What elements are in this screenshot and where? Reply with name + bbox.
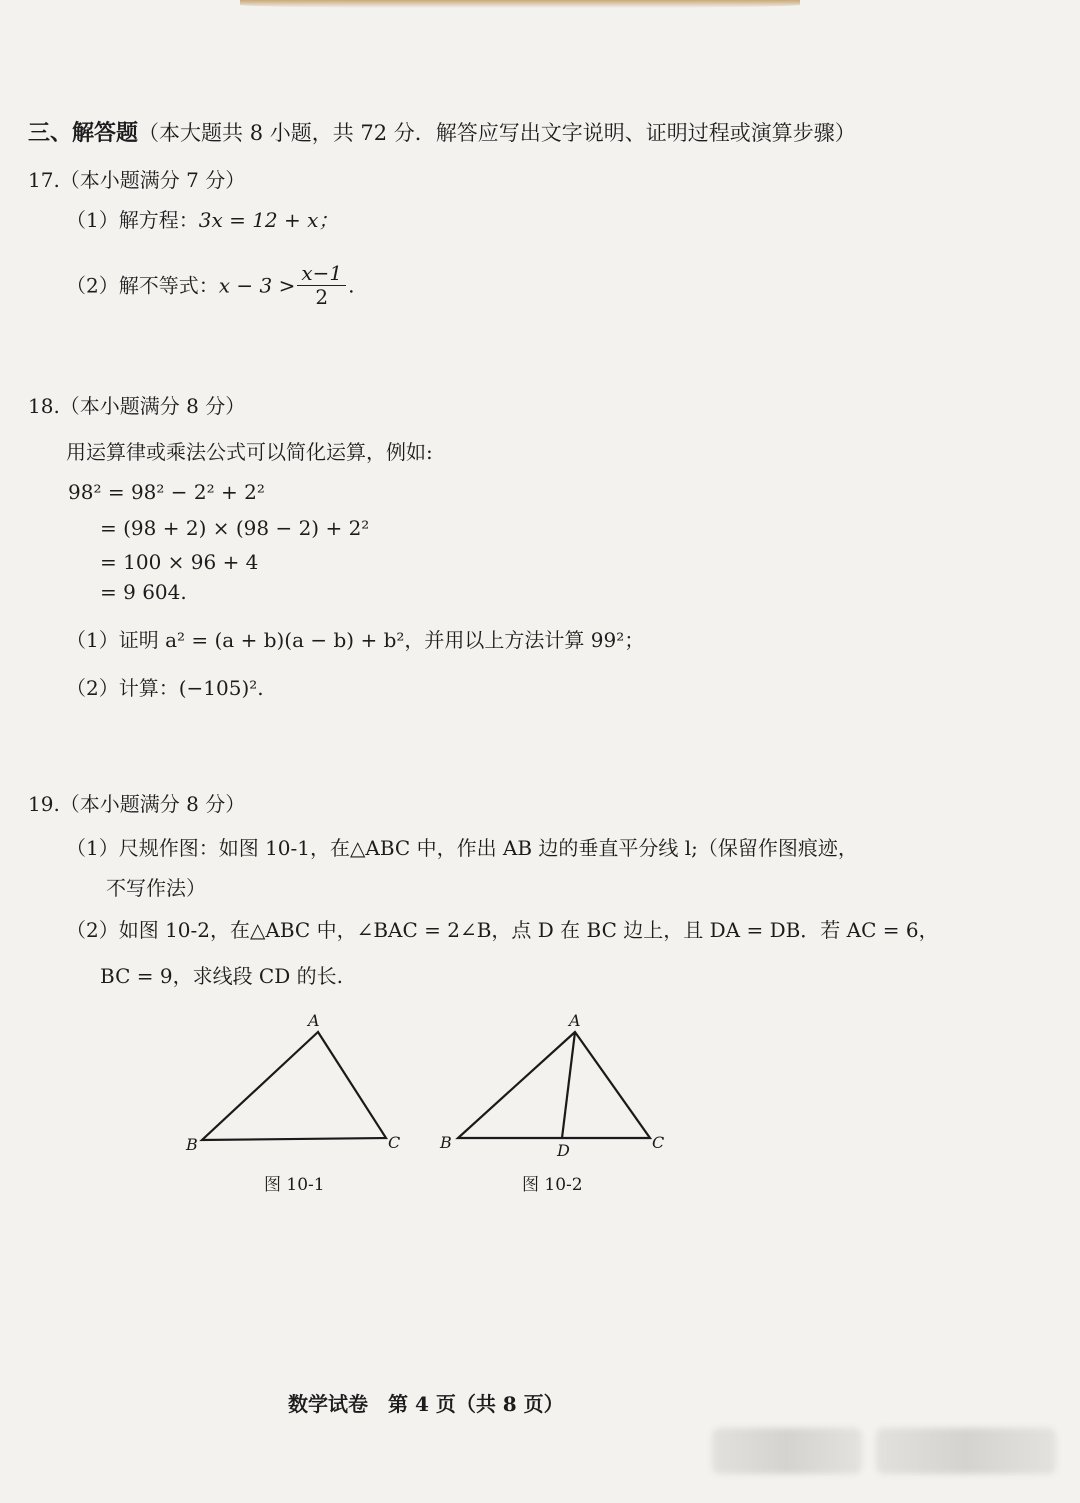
fig2-label-b: B xyxy=(440,1133,452,1152)
fig1-caption: 图 10-1 xyxy=(264,1175,325,1195)
blurred-watermark-left xyxy=(712,1428,862,1474)
section-note: （本大题共 8 小题，共 72 分．解答应写出文字说明、证明过程或演算步骤） xyxy=(138,121,856,145)
fig1-label-a: A xyxy=(308,1011,320,1030)
q17-part1-prefix: （1）解方程： xyxy=(66,208,199,232)
q17-part2-end: . xyxy=(348,273,355,298)
triangle-abc-fig1 xyxy=(202,1032,386,1140)
figure-10-2 xyxy=(458,1032,650,1138)
segment-ad xyxy=(562,1032,575,1138)
q18-part2: （2）计算：(−105)². xyxy=(66,676,264,700)
q18-intro: 用运算律或乘法公式可以简化运算，例如: xyxy=(66,440,433,464)
q17-part2-prefix: （2）解不等式： xyxy=(66,273,219,298)
fig2-label-d: D xyxy=(557,1141,570,1160)
q19-part2-line2: BC = 9，求线段 CD 的长. xyxy=(100,964,343,988)
section-label: 三、解答题 xyxy=(28,120,139,146)
q19-header: 19.（本小题满分 8 分） xyxy=(28,792,246,816)
fig2-caption: 图 10-2 xyxy=(522,1175,583,1195)
q19-part1-line1: （1）尺规作图：如图 10-1，在△ABC 中，作出 AB 边的垂直平分线 l;（保留作图痕迹， xyxy=(66,836,858,860)
q18-part1: （1）证明 a² = (a + b)(a − b) + b²，并用以上方法计算 99²； xyxy=(66,628,645,652)
q18-step-1: 98² = 98² − 2² + 2² xyxy=(68,480,265,504)
figure-10-1 xyxy=(202,1032,386,1140)
fig2-label-a: A xyxy=(569,1011,581,1030)
fig1-label-c: C xyxy=(388,1133,401,1152)
q17-header: 17.（本小题满分 7 分） xyxy=(28,168,246,192)
fig1-label-b: B xyxy=(186,1135,198,1154)
q18-step-3: = 100 × 96 + 4 xyxy=(100,550,259,574)
q18-step-4: = 9 604. xyxy=(100,580,187,604)
q19-part1-line2: 不写作法） xyxy=(106,876,206,900)
triangle-abc-fig2 xyxy=(458,1032,650,1138)
q17-part1-equation: 3x = 12 + x； xyxy=(198,208,339,232)
page-footer: 数学试卷 第 4 页（共 8 页） xyxy=(288,1392,564,1416)
fraction-numerator: x−1 xyxy=(297,262,346,286)
fraction-denominator: 2 xyxy=(315,285,329,309)
q19-part2-line1: （2）如图 10-2，在△ABC 中，∠BAC = 2∠B，点 D 在 BC 边上，且 DA = DB．若 AC = 6， xyxy=(66,918,939,942)
q18-header: 18.（本小题满分 8 分） xyxy=(28,394,246,418)
q18-step-2: = (98 + 2) × (98 − 2) + 2² xyxy=(100,516,370,540)
fig2-label-c: C xyxy=(652,1133,665,1152)
blurred-watermark-right xyxy=(876,1428,1056,1474)
q17-part2-lhs: x − 3 > xyxy=(218,273,296,298)
